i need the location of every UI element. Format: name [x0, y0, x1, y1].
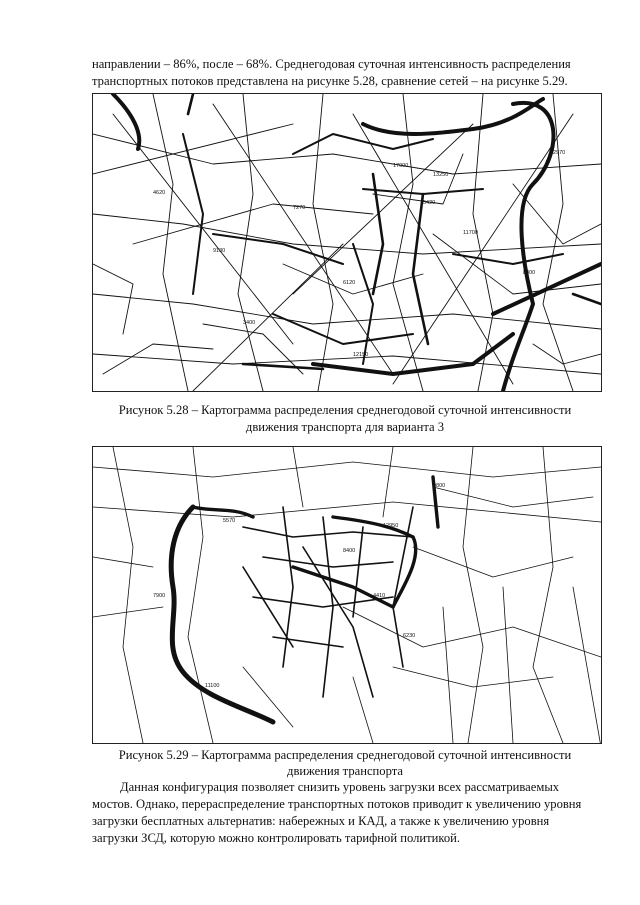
- central-network: [243, 507, 416, 697]
- flow-label: 4620: [153, 190, 166, 196]
- flow-label: 13250: [433, 172, 449, 178]
- street-grid: [93, 447, 601, 743]
- flow-label: 12150: [353, 352, 369, 358]
- body-line-2: мостов. Однако, перераспределение транспортных потоков приводит к увеличению уровня: [92, 797, 582, 811]
- ring-road: [171, 507, 273, 722]
- traffic-flow-map-variant-3: [93, 94, 601, 391]
- secondary-corridors: [188, 94, 601, 369]
- flow-label: 12950: [383, 523, 399, 529]
- street-grid: [93, 94, 601, 391]
- flow-labels: [153, 150, 565, 358]
- flow-label: 6120: [343, 280, 356, 286]
- flow-label: 8800: [523, 270, 536, 276]
- flow-label: 4410: [373, 593, 386, 599]
- heavy-corridors: [193, 477, 438, 607]
- flow-label: 11700: [463, 230, 478, 236]
- flow-label: 9800: [433, 483, 446, 489]
- flow-label: 11100: [205, 683, 220, 689]
- figure-5-28-caption-line-1: Рисунок 5.28 – Картограмма распределения среднегодовой суточной интенсивности: [118, 403, 572, 417]
- figure-5-29-caption-line-2: движения транспорта: [287, 764, 403, 778]
- figure-5-28-caption-line-2: движения транспорта для варианта 3: [245, 420, 445, 434]
- flow-label: 9130: [213, 248, 226, 254]
- body-line-1: Данная конфигурация позволяет снизить уровень загрузки всех рассматриваемых: [120, 780, 560, 794]
- figure-5-29-map: [92, 446, 602, 744]
- figure-5-28-map: [92, 93, 602, 392]
- flow-label: 7270: [293, 205, 306, 211]
- flow-label: 2970: [553, 150, 566, 156]
- flow-label: 6230: [403, 633, 416, 639]
- intro-line-1: направлении – 86%, после – 68%. Среднегодовая суточная интенсивность распределения: [92, 57, 571, 71]
- body-line-3: загрузки бесплатных альтернатив: набережных и КАД, а также к увеличению уровня: [92, 814, 550, 828]
- flow-label: 17000: [393, 163, 409, 169]
- flow-label: 7900: [153, 593, 166, 599]
- traffic-flow-map-comparison: [93, 447, 601, 743]
- intro-line-2: транспортных потоков представлена на рисунке 5.28, сравнение сетей – на рисунке 5.29.: [92, 74, 568, 88]
- figure-5-29-caption-line-1: Рисунок 5.29 – Картограмма распределения среднегодовой суточной интенсивности: [118, 748, 572, 762]
- flow-label: 8400: [343, 548, 356, 554]
- flow-label: 5420: [423, 200, 436, 206]
- body-line-4: загрузки ЗСД, которую можно контролировать тарифной политикой.: [92, 831, 461, 845]
- flow-label: 5570: [223, 518, 236, 524]
- flow-label: 3400: [243, 320, 256, 326]
